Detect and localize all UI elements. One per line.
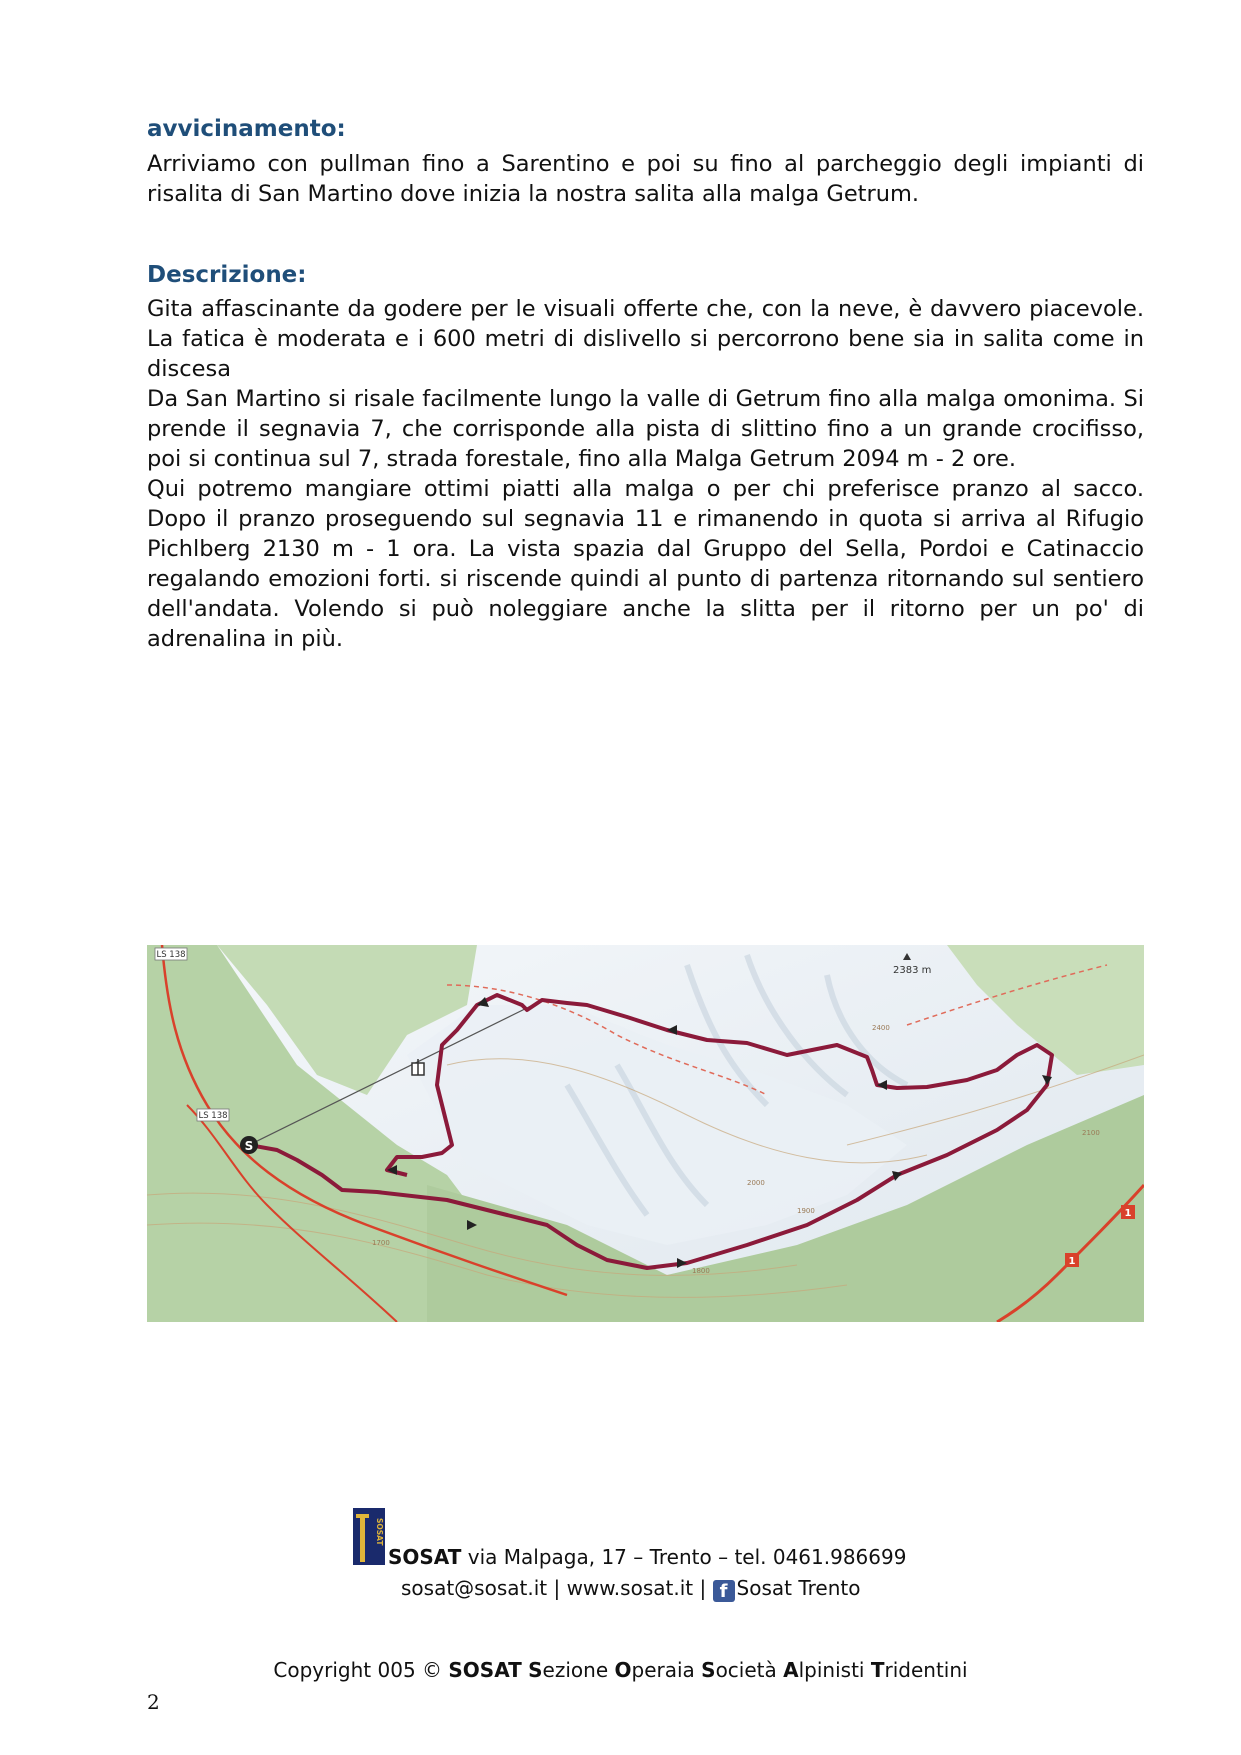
- start-marker: [240, 1136, 258, 1154]
- description-text: [147, 294, 1144, 654]
- copyright-initial: S: [528, 1658, 543, 1682]
- copyright-initial: S: [701, 1658, 716, 1682]
- footer-separator: |: [693, 1576, 713, 1600]
- approach-heading: avvicinamento:: [147, 116, 346, 142]
- contour-label-2400: 2400: [872, 1024, 890, 1032]
- description-paragraph-3: Qui potremo mangiare ottimi piatti alla malga o per chi preferisce pranzo al sacco. Dopo il pranzo proseguendo sul segnavia 11 e rimanendo in quota si arriva al Rifugio Pichlberg 2130 m - 1 ora. La vista spazia dal Gruppo del Sella, Pordoi e Catinaccio regalando emozioni forti. si riscende quindi al punto di partenza ritornando sul sentiero dell'andata. Volendo si può noleggiare anche la slitta per il ritorno per un po' di adrenalina in più.: [147, 476, 1144, 652]
- contour-label-1800: 1800: [692, 1267, 710, 1275]
- road-label-mid: [197, 1109, 229, 1121]
- footer-email-link[interactable]: sosat@sosat.it: [401, 1576, 548, 1600]
- copyright-word: ridentini: [884, 1658, 968, 1682]
- contour-label-1900: 1900: [797, 1207, 815, 1215]
- logo-text: SOSAT: [375, 1518, 384, 1546]
- footer-contact-line: [401, 1576, 860, 1602]
- copyright-word: ocietà: [715, 1658, 784, 1682]
- svg-text:LS 138: LS 138: [156, 950, 186, 960]
- sosat-logo: [353, 1508, 385, 1565]
- footer-address-line: [388, 1545, 906, 1569]
- description-paragraph-1: Gita affascinante da godere per le visuali offerte che, con la neve, è davvero piacevole. La fatica è moderata e i 600 metri di dislivello si percorrono bene sia in salita come in discesa: [147, 296, 1144, 382]
- svg-text:1: 1: [1068, 1256, 1076, 1267]
- copyright-initial: A: [783, 1658, 799, 1682]
- page-number: 2: [147, 1690, 160, 1714]
- route-1-badge-b: [1065, 1253, 1079, 1267]
- start-marker-label: S: [244, 1139, 254, 1153]
- svg-text:LS 138: LS 138: [198, 1111, 228, 1121]
- route-1-badge-a: [1121, 1205, 1135, 1219]
- footer-facebook-link[interactable]: Sosat Trento: [736, 1576, 861, 1600]
- footer-separator: |: [547, 1576, 567, 1600]
- description-heading: Descrizione:: [147, 262, 307, 288]
- contour-label-2000: 2000: [747, 1179, 765, 1187]
- copyright-initial: O: [614, 1658, 632, 1682]
- copyright-prefix: Copyright 005 ©: [273, 1658, 449, 1682]
- copyright-word: peraia: [631, 1658, 702, 1682]
- approach-paragraph: Arriviamo con pullman fino a Sarentino e poi su fino al parcheggio degli impianti di risalita di San Martino dove inizia la nostra salita alla malga Getrum.: [147, 151, 1144, 207]
- svg-text:1: 1: [1124, 1208, 1132, 1219]
- contour-label-1700: 1700: [372, 1239, 390, 1247]
- copyright-line: [0, 1658, 1241, 1682]
- contour-label-2100: 2100: [1082, 1129, 1100, 1137]
- approach-text: [147, 149, 1144, 209]
- copyright-org: SOSAT: [448, 1658, 522, 1682]
- copyright-initial: T: [870, 1658, 885, 1682]
- road-label-top: [155, 948, 187, 960]
- footer-website-link[interactable]: www.sosat.it: [566, 1576, 694, 1600]
- route-map: [147, 945, 1144, 1322]
- footer-address: via Malpaga, 17 – Trento – tel. 0461.986699: [461, 1545, 907, 1569]
- description-paragraph-2: Da San Martino si risale facilmente lungo la valle di Getrum fino alla malga omonima. Si prende il segnavia 7, che corrisponde alla pista di slittino fino a un grande crocifisso, poi si continua sul 7, strada forestale, fino alla Malga Getrum 2094 m - 2 ore.: [147, 386, 1144, 472]
- footer-org-name: SOSAT: [388, 1545, 462, 1569]
- copyright-word: lpinisti: [798, 1658, 871, 1682]
- facebook-icon[interactable]: f: [713, 1580, 735, 1602]
- peak-elevation: 2383 m: [893, 965, 932, 976]
- copyright-word: ezione: [542, 1658, 615, 1682]
